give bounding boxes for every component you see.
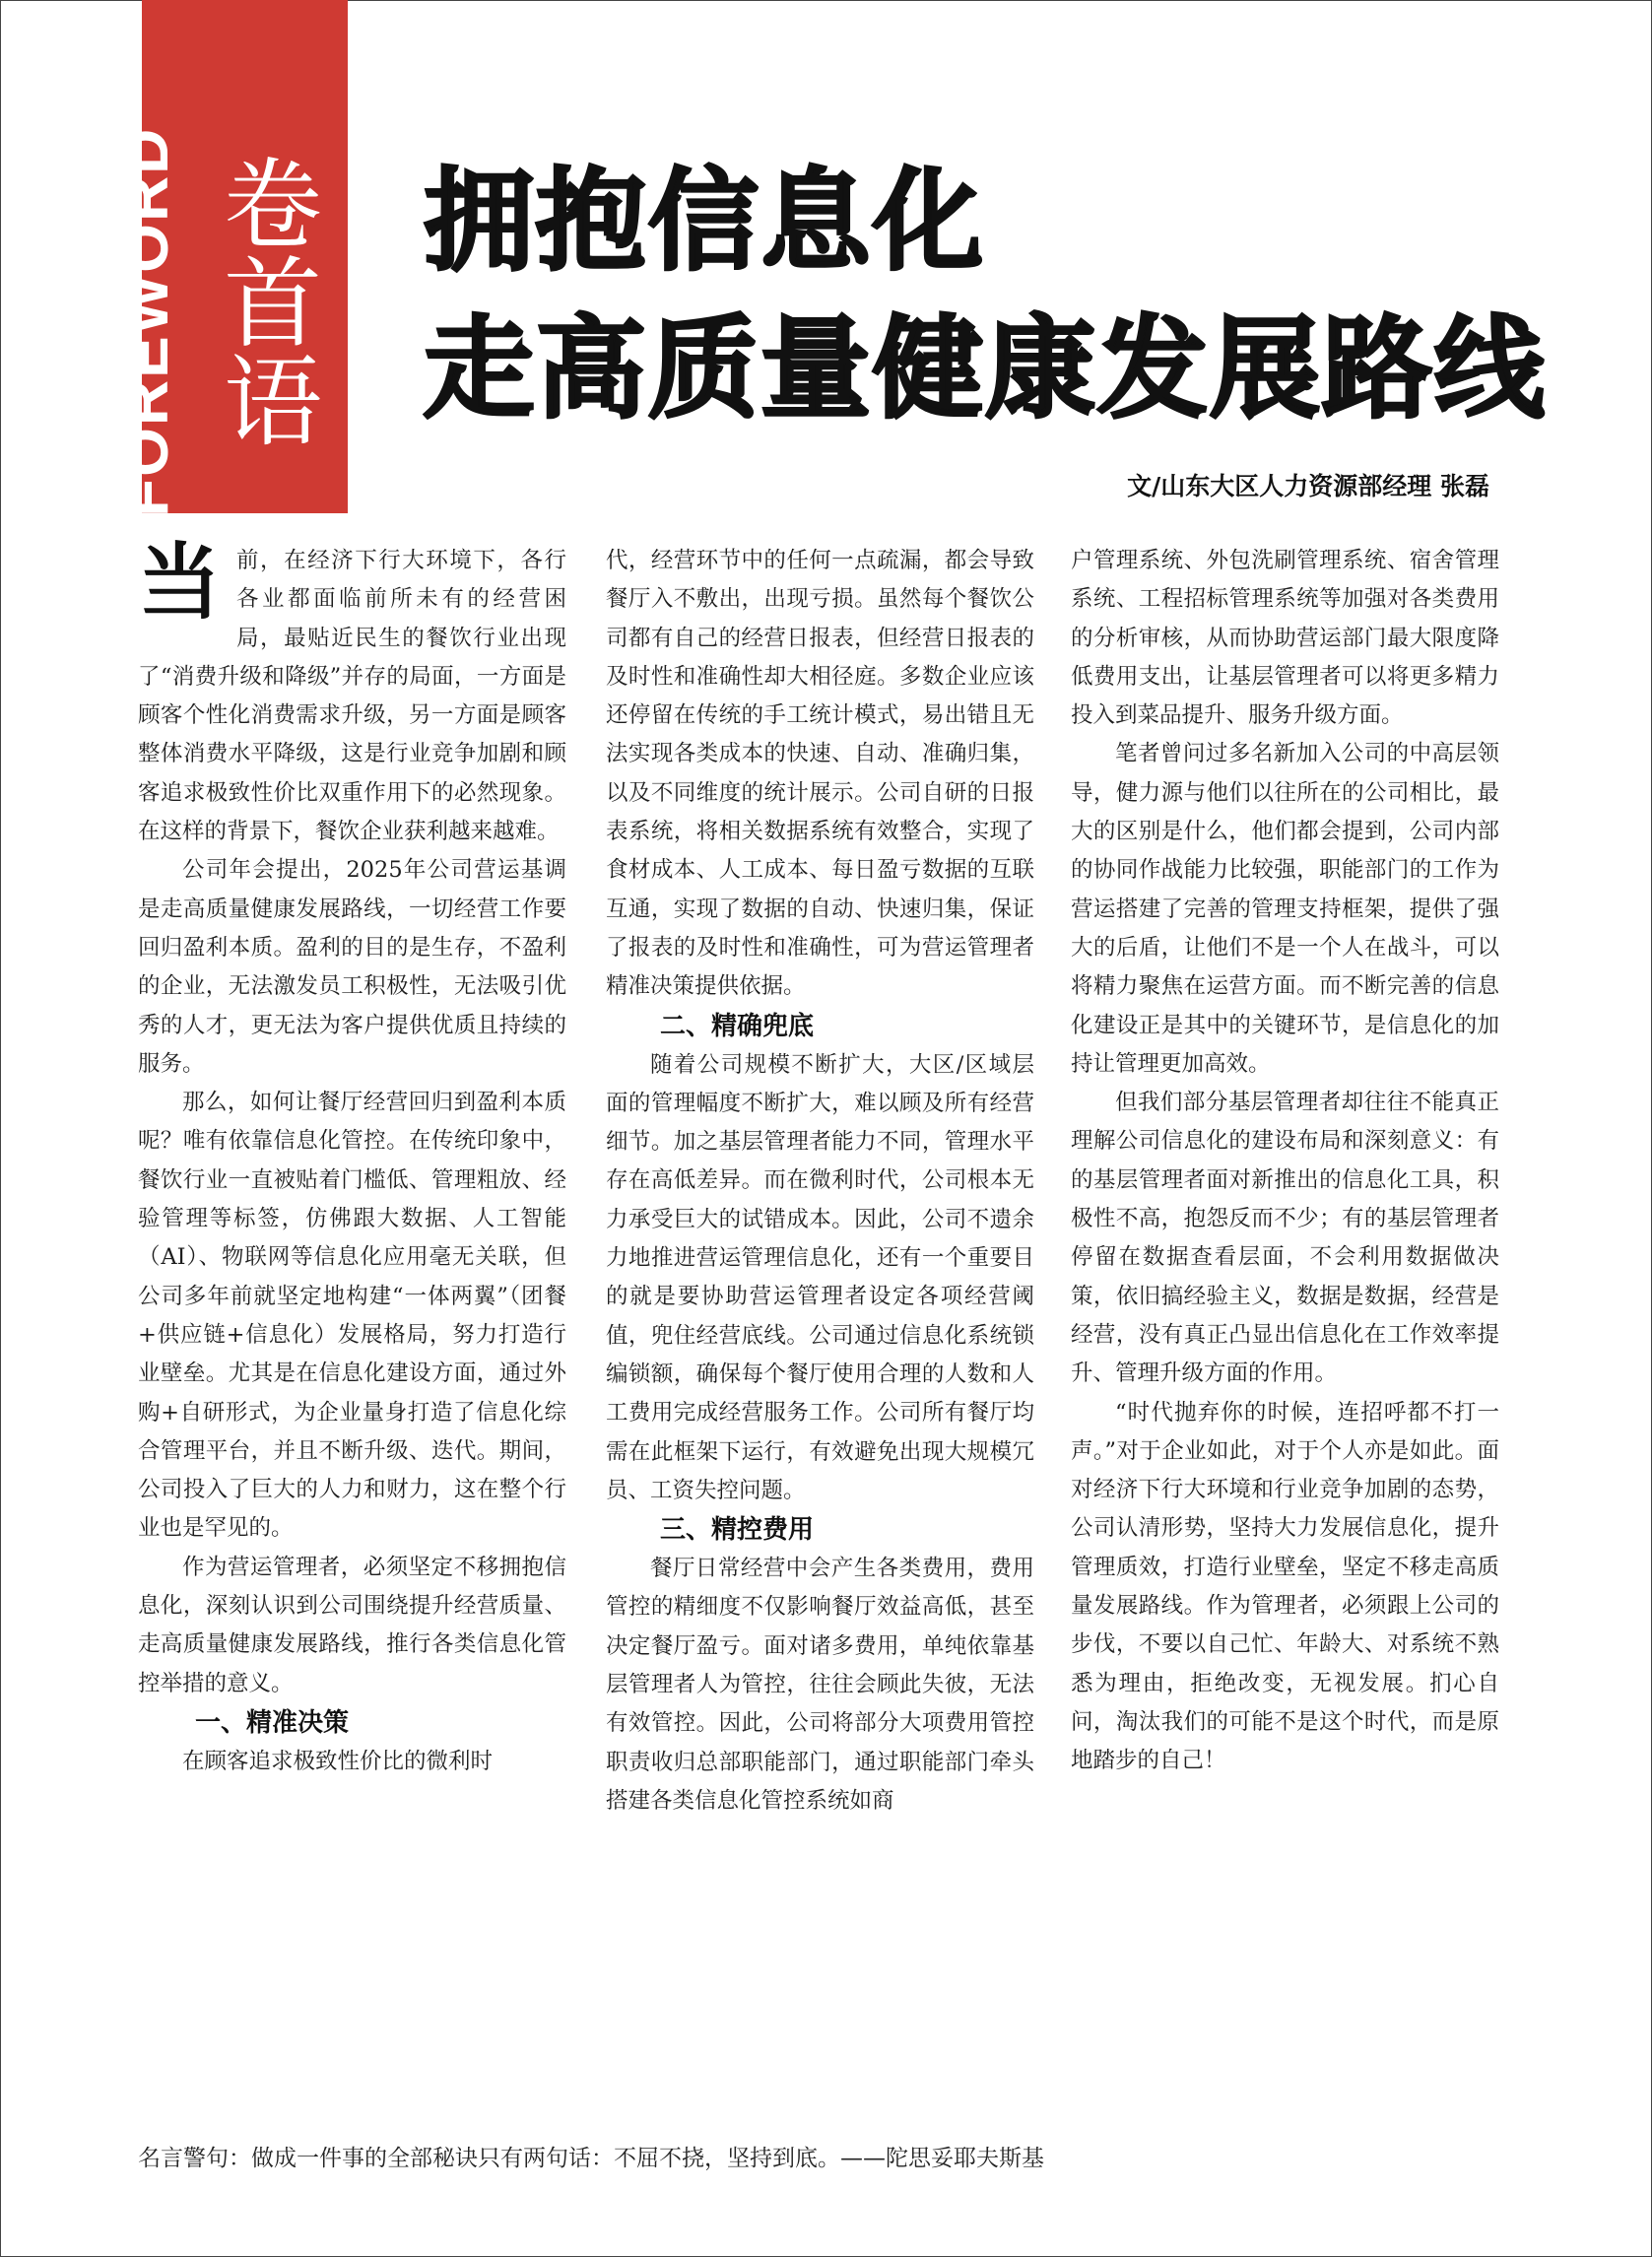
byline: 文/山东大区人力资源部经理 张磊 [1127, 472, 1489, 500]
paragraph-9: 但我们部分基层管理者却往往不能真正理解公司信息化的建设布局和深刻意义：有的基层管理者面对新推出的信息化工具，积极性不高，抱怨反而不少；有的基层管理者停留在数据查看层面，不会利用数据做决策，依旧搞经验主义，数据是数据，经营是经营，没有真正凸显出信息化在工作效率提升、管理升级方面的作用。 [1071, 1090, 1499, 1387]
article-column-3 [1071, 542, 1499, 1781]
paragraph-2: 公司年会提出，2025年公司营运基调是走高质量健康发展路线，一切经营工作要回归盈利本质。盈利的目的是生存，不盈利的企业，无法激发员工积极性，无法吸引优秀的人才，更无法为客户提供优质且持续的服务。 [138, 857, 566, 1077]
article-column-1 [138, 533, 566, 1781]
paragraph-3: 那么，如何让餐厅经营回归到盈利本质呢？唯有依靠信息化管控。在传统印象中，餐饮行业一直被贴着门槛低、管理粗放、经验管理等标签，仿佛跟大数据、人工智能（AI）、物联网等信息化应用毫无关联，但公司多年前就坚定地构建“一体两翼”（团餐+供应链+信息化）发展格局，努力打造行业壁垒。尤其是在信息化建设方面，通过外购+自研形式，为企业量身打造了信息化综合管理平台，并且不断升级、迭代。期间，公司投入了巨大的人力和财力，这在整个行业也是罕见的。 [138, 1090, 566, 1542]
section-heading-1: 一、精准决策 [195, 1707, 350, 1738]
paragraph-1-text: 前，在经济下行大环境下，各行各业都面临前所未有的经营困局，最贴近民生的餐饮行业出现了“消费升级和降级”并存的局面，一方面是顾客个性化消费需求升级，另一方面是顾客整体消费水平降级，这是行业竞争加剧和顾客追求极致性价比双重作用下的必然现象。在这样的背景下，餐饮企业获利越来越难。 [138, 548, 566, 845]
section-heading-3: 三、精控费用 [660, 1515, 815, 1546]
paragraph-5: 在顾客追求极致性价比的微利时 [182, 1748, 494, 1774]
paragraph-7: 餐厅日常经营中会产生各类费用，费用管控的精细度不仅影响餐厅效益高低，甚至决定餐厅盈亏。面对诸多费用，单纯依靠基层管理者人为管控，往往会顾此失彼，无法有效管控。因此，公司将部分大项费用管控职责收归总部职能部门，通过职能部门牵头搭建各类信息化管控系统如商 [606, 1556, 1034, 1814]
paragraph-7-continued: 户管理系统、外包洗刷管理系统、宿舍管理系统、工程招标管理系统等加强对各类费用的分析审核，从而协助营运部门最大限度降低费用支出，让基层管理者可以将更多精力投入到菜品提升、服务升级方面。 [1071, 548, 1499, 729]
section-heading-2: 二、精确兜底 [660, 1011, 815, 1041]
paragraph-10: “时代抛弃你的时候，连招呼都不打一声。”对于企业如此，对于个人亦是如此。面对经济下行大环境和行业竞争加剧的态势，公司认清形势，坚持大力发展信息化，提升管理质效，打造行业壁垒，坚定不移走高质量发展路线。作为管理者，必须跟上公司的步伐，不要以自己忙、年龄大、对系统不熟悉为理由，拒绝改变，无视发展。扪心自问，淘汰我们的可能不是这个时代，而是原地踏步的自己！ [1071, 1399, 1499, 1774]
banner-chinese-label: 卷首语 [207, 153, 322, 448]
headline-line-2: 走高质量健康发展路线 [424, 305, 1547, 433]
banner-english-label: FOREWORD [110, 126, 181, 517]
paragraph-5-continued: 代，经营环节中的任何一点疏漏，都会导致餐厅入不敷出，出现亏损。虽然每个餐饮公司都有自己的经营日报表，但经营日报表的及时性和准确性却大相径庭。多数企业应该还停留在传统的手工统计模式，易出错且无法实现各类成本的快速、自动、准确归集，以及不同维度的统计展示。公司自研的日报表系统，将相关数据系统有效整合，实现了食材成本、人工成本、每日盈亏数据的互联互通，实现了数据的自动、快速归集，保证了报表的及时性和准确性，可为营运管理者精准决策提供依据。 [606, 548, 1034, 1000]
drop-cap: 当 [138, 533, 222, 631]
article-column-2 [606, 542, 1034, 1821]
paragraph-6: 随着公司规模不断扩大，大区/区域层面的管理幅度不断扩大，难以顾及所有经营细节。加之基层管理者能力不同，管理水平存在高低差异。而在微利时代，公司根本无力承受巨大的试错成本。因此，公司不遗余力地推进营运管理信息化，还有一个重要目的就是要协助营运管理者设定各项经营阈值，兜住经营底线。公司通过信息化系统锁编锁额，确保每个餐厅使用合理的人数和人工费用完成经营服务工作。公司所有餐厅均需在此框架下运行，有效避免出现大规模冗员、工资失控问题。 [606, 1051, 1034, 1503]
headline-line-1: 拥抱信息化 [424, 158, 985, 286]
headline [424, 148, 1586, 443]
paragraph-1 [138, 533, 566, 851]
paragraph-4: 作为营运管理者，必须坚定不移拥抱信息化，深刻认识到公司围绕提升经营质量、走高质量健康发展路线，推行各类信息化管控举措的意义。 [138, 1554, 566, 1696]
footer-quote: 名言警句：做成一件事的全部秘诀只有两句话：不屈不挠，坚持到底。——陀思妥耶夫斯基 [138, 2146, 1044, 2171]
paragraph-8: 笔者曾问过多名新加入公司的中高层领导，健力源与他们以往所在的公司相比，最大的区别是什么，他们都会提到，公司内部的协同作战能力比较强，职能部门的工作为营运搭建了完善的管理支持框架，提供了强大的后盾，让他们不是一个人在战斗，可以将精力聚焦在运营方面。而不断完善的信息化建设正是其中的关键环节，是信息化的加持让管理更加高效。 [1071, 741, 1499, 1077]
